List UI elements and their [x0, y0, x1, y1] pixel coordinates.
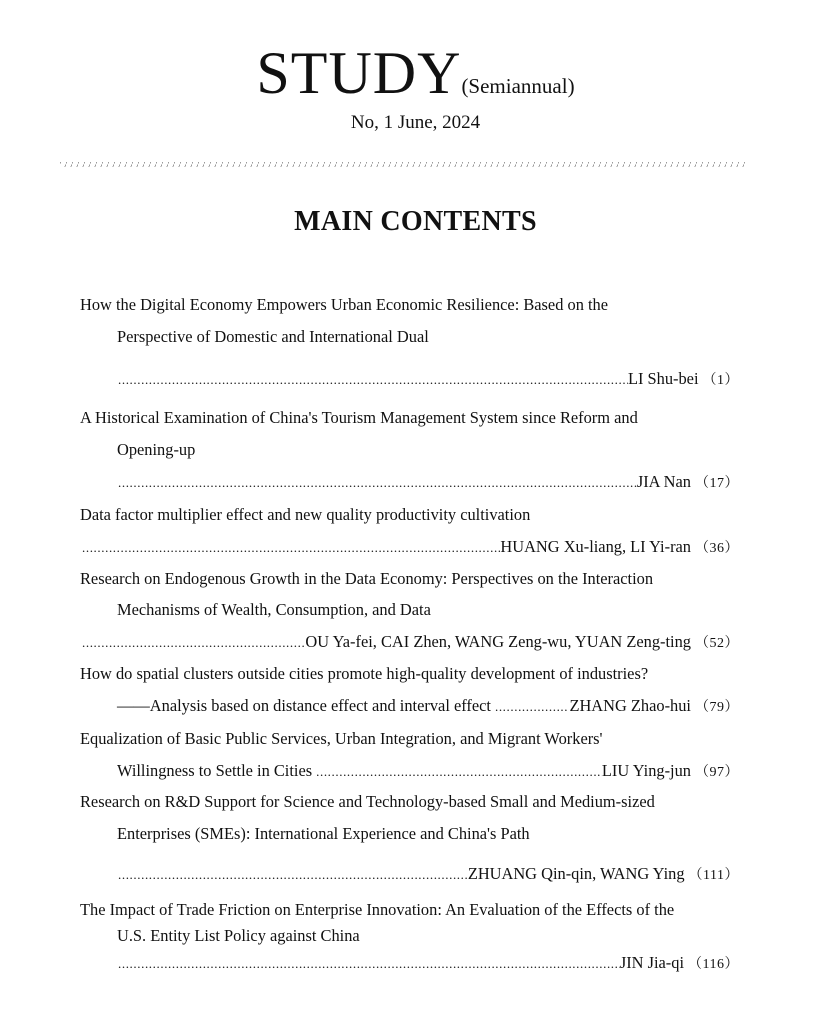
toc-entry-title-cont[interactable]: Opening-up — [117, 440, 196, 459]
toc-entry-title-cont[interactable]: U.S. Entity List Policy against China — [117, 926, 360, 945]
toc-entry-title[interactable]: How do spatial clusters outside cities promote high-quality development of industries? — [80, 664, 649, 683]
toc-entry-page: （79） — [695, 700, 739, 715]
toc-entry-title[interactable]: Research on R&D Support for Science and Technology-based Small and Medium-sized — [80, 792, 655, 811]
toc-entry-title[interactable]: Data factor multiplier effect and new quality productivity cultivation — [80, 505, 531, 524]
toc-entry-title-cont[interactable]: Willingness to Settle in Cities — [117, 761, 313, 780]
toc-entry-title-cont[interactable]: Perspective of Domestic and International Dual — [117, 327, 429, 346]
toc-entry-subtitle[interactable]: ——Analysis based on distance effect and interval effect — [117, 696, 491, 715]
journal-frequency: (Semiannual) — [461, 74, 575, 98]
dot-leader — [118, 370, 628, 390]
toc-entry-title[interactable]: Research on Endogenous Growth in the Data Economy: Perspectives on the Interaction — [80, 569, 654, 588]
toc-entry-title[interactable]: The Impact of Trade Friction on Enterprise Innovation: An Evaluation of the Effects of the — [80, 900, 675, 919]
toc-entry-author: ZHUANG Qin-qin, WANG Ying — [467, 864, 685, 883]
toc-entry-author: OU Ya-fei, CAI Zhen, WANG Zeng-wu, YUAN Zeng-ting — [305, 632, 691, 651]
dot-leader — [118, 473, 637, 493]
toc-entry-title[interactable]: A Historical Examination of China's Tourism Management System since Reform and — [80, 408, 638, 427]
toc-entry-author-line — [118, 953, 739, 975]
dot-leader — [118, 954, 620, 974]
toc-entry-author: LI Shu-bei — [627, 369, 699, 388]
journal-masthead — [0, 38, 831, 108]
toc-entry-author-line — [117, 761, 739, 783]
toc-entry-title[interactable]: How the Digital Economy Empowers Urban Economic Resilience: Based on the — [80, 295, 609, 314]
toc-entry-author-line — [118, 472, 739, 494]
dot-leader — [495, 697, 569, 717]
toc-entry-page: （111） — [688, 868, 739, 883]
toc-entry-title-cont[interactable]: Enterprises (SMEs): International Experience and China's Path — [117, 824, 530, 843]
dotted-divider — [60, 161, 746, 169]
toc-entry-author-line — [117, 696, 739, 718]
toc-entry-author: ZHANG Zhao-hui — [569, 696, 691, 715]
toc-entry-author-line — [82, 632, 739, 654]
toc-entry-title[interactable]: Equalization of Basic Public Services, Urban Integration, and Migrant Workers' — [80, 729, 603, 748]
toc-entry-author-line — [82, 537, 739, 559]
toc-entry-author: JIA Nan — [636, 472, 691, 491]
contents-heading: MAIN CONTENTS — [294, 206, 537, 237]
toc-entry-page: （97） — [695, 765, 739, 780]
toc-entry-author: LIU Ying-jun — [601, 761, 691, 780]
toc-entry-page: （1） — [702, 373, 739, 388]
toc-entry-author: JIN Jia-qi — [619, 953, 685, 972]
dot-leader — [316, 762, 602, 782]
toc-entry-title-cont[interactable]: Mechanisms of Wealth, Consumption, and Data — [117, 600, 431, 619]
toc-entry-page: （36） — [695, 541, 739, 556]
journal-title: STUDY — [256, 40, 462, 106]
issue-info: No, 1 June, 2024 — [350, 112, 481, 133]
toc-entry-page: （17） — [695, 476, 739, 491]
toc-entry-page: （52） — [695, 636, 739, 651]
dot-leader — [82, 633, 305, 653]
dot-leader — [82, 538, 500, 558]
toc-entry-author-line — [118, 369, 739, 391]
toc-entry-page: （116） — [688, 957, 739, 972]
toc-entry-author: HUANG Xu-liang, LI Yi-ran — [500, 537, 691, 556]
toc-entry-author-line — [118, 864, 739, 886]
dot-leader — [118, 865, 468, 885]
